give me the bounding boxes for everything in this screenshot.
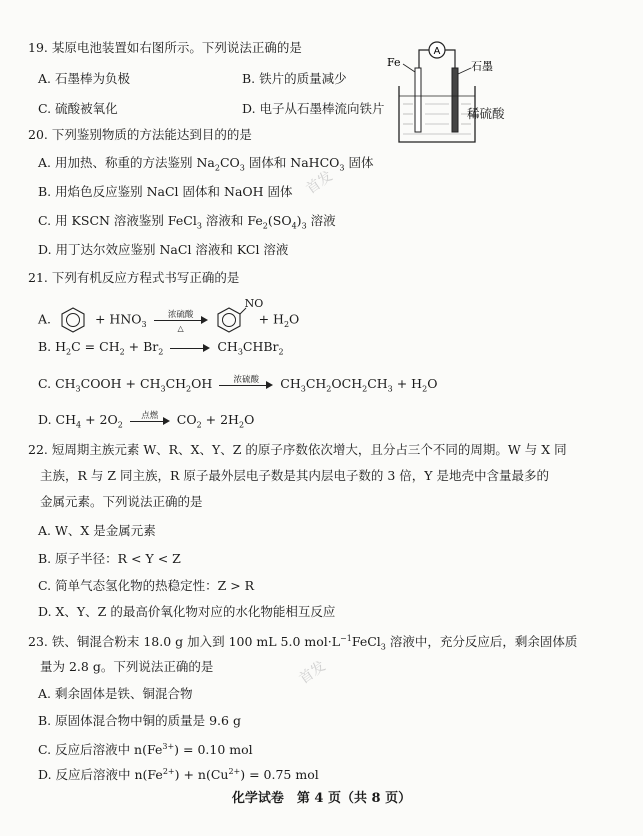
q23-option-c: C. 反应后溶液中 $n(Fe^{3+}) = 0.10$ mol (38, 742, 253, 758)
reaction-arrow: 浓硫酸 △ (154, 312, 208, 328)
q21-option-d: D. $CH_4 + 2O_2$ 点燃 $CO_2 + 2H_2O$ (38, 410, 255, 430)
q23-option-a: A. 剩余固体是铁、铜混合物 (38, 686, 193, 701)
watermark: 首发 (296, 658, 329, 688)
q19-option-b: B. 铁片的质量减少 (242, 71, 347, 86)
q20-option-d: D. 用丁达尔效应鉴别 NaCl 溶液和 KCl 溶液 (38, 242, 289, 257)
q19-option-d: D. 电子从石墨棒流向铁片 (242, 101, 385, 116)
page-footer: 化学试卷 第 4 页（共 8 页） (231, 791, 412, 806)
q23-option-d: D. 反应后溶液中 $n(Fe^{2+}) + n(Cu^{2+}) = 0.75$ mol (38, 767, 319, 783)
nitro-group-label: NO (244, 297, 264, 310)
q19-option-a: A. 石墨棒为负极 (38, 71, 130, 86)
fe-label: Fe (387, 56, 401, 69)
q21-stem: 21. 下列有机反应方程式书写正确的是 (28, 270, 240, 285)
q19-option-c: C. 硫酸被氧化 (38, 101, 118, 116)
q20-stem: 20. 下列鉴别物质的方法能达到目的的是 (28, 127, 252, 142)
q22-option-a: A. W、X 是金属元素 (38, 523, 156, 538)
q19-stem: 19. 某原电池装置如右图所示。下列说法正确的是 (28, 40, 302, 55)
graphite-electrode (452, 68, 458, 132)
q20-option-c: C. 用 KSCN 溶液鉴别 FeCl$_3$ 溶液和 $Fe_2(SO_4)_3$ 溶液 (38, 213, 336, 231)
q21-option-b: B. $H_2C = CH_2 + Br_2$ $CH_3CHBr_2$ (38, 339, 284, 357)
iron-electrode (415, 68, 421, 132)
q23-option-b: B. 原固体混合物中铜的质量是 9.6 g (38, 713, 241, 728)
q20-option-b: B. 用焰色反应鉴别 NaCl 固体和 NaOH 固体 (38, 184, 293, 199)
q22-option-b: B. 原子半径：R < Y < Z (38, 551, 181, 566)
ammeter-label: A (433, 46, 441, 57)
dilute-sulfuric-acid-label: 稀硫酸 (467, 106, 505, 121)
q22-stem-line-3: 金属元素。下列说法正确的是 (40, 494, 203, 509)
q22-stem-line-1: 22. 短周期主族元素 W、R、X、Y、Z 的原子序数依次增大，且分占三个不同的周期。W 与 X 同 (28, 442, 567, 457)
watermark: 首发 (303, 168, 336, 198)
q21-option-c: C. $CH_3COOH + CH_3CH_2OH$ 浓硫酸 $CH_3CH_2OCH_2CH_3 + H_2O$ (38, 374, 438, 394)
graphite-label: 石墨 (471, 60, 493, 73)
q23-stem-line-2: 量为 2.8 g。下列说法正确的是 (40, 659, 214, 674)
benzene-ring-icon (59, 306, 87, 334)
galvanic-cell-diagram (385, 38, 505, 148)
q21-option-a: A. + $HNO_3$ 浓硫酸 △ NO + $H_2O$ (38, 297, 300, 333)
q22-option-d: D. X、Y、Z 的最高价氧化物对应的水化物能相互反应 (38, 604, 336, 619)
q23-stem-line-1: 23. 铁、铜混合粉末 18.0 g 加入到 100 mL 5.0 $mol\cdot L^{-1}FeCl_3$ 溶液中，充分反应后，剩余固体质 (28, 634, 578, 652)
q22-option-c: C. 简单气态氢化物的热稳定性：Z > R (38, 578, 255, 593)
q22-stem-line-2: 主族，R 与 Z 同主族，R 原子最外层电子数是其内层电子数的 3 倍，Y 是地壳中含量最多的 (40, 468, 550, 483)
q20-option-a: A. 用加热、称重的方法鉴别 $Na_2CO_3$ 固体和 NaHCO$_3$ 固体 (38, 155, 374, 173)
